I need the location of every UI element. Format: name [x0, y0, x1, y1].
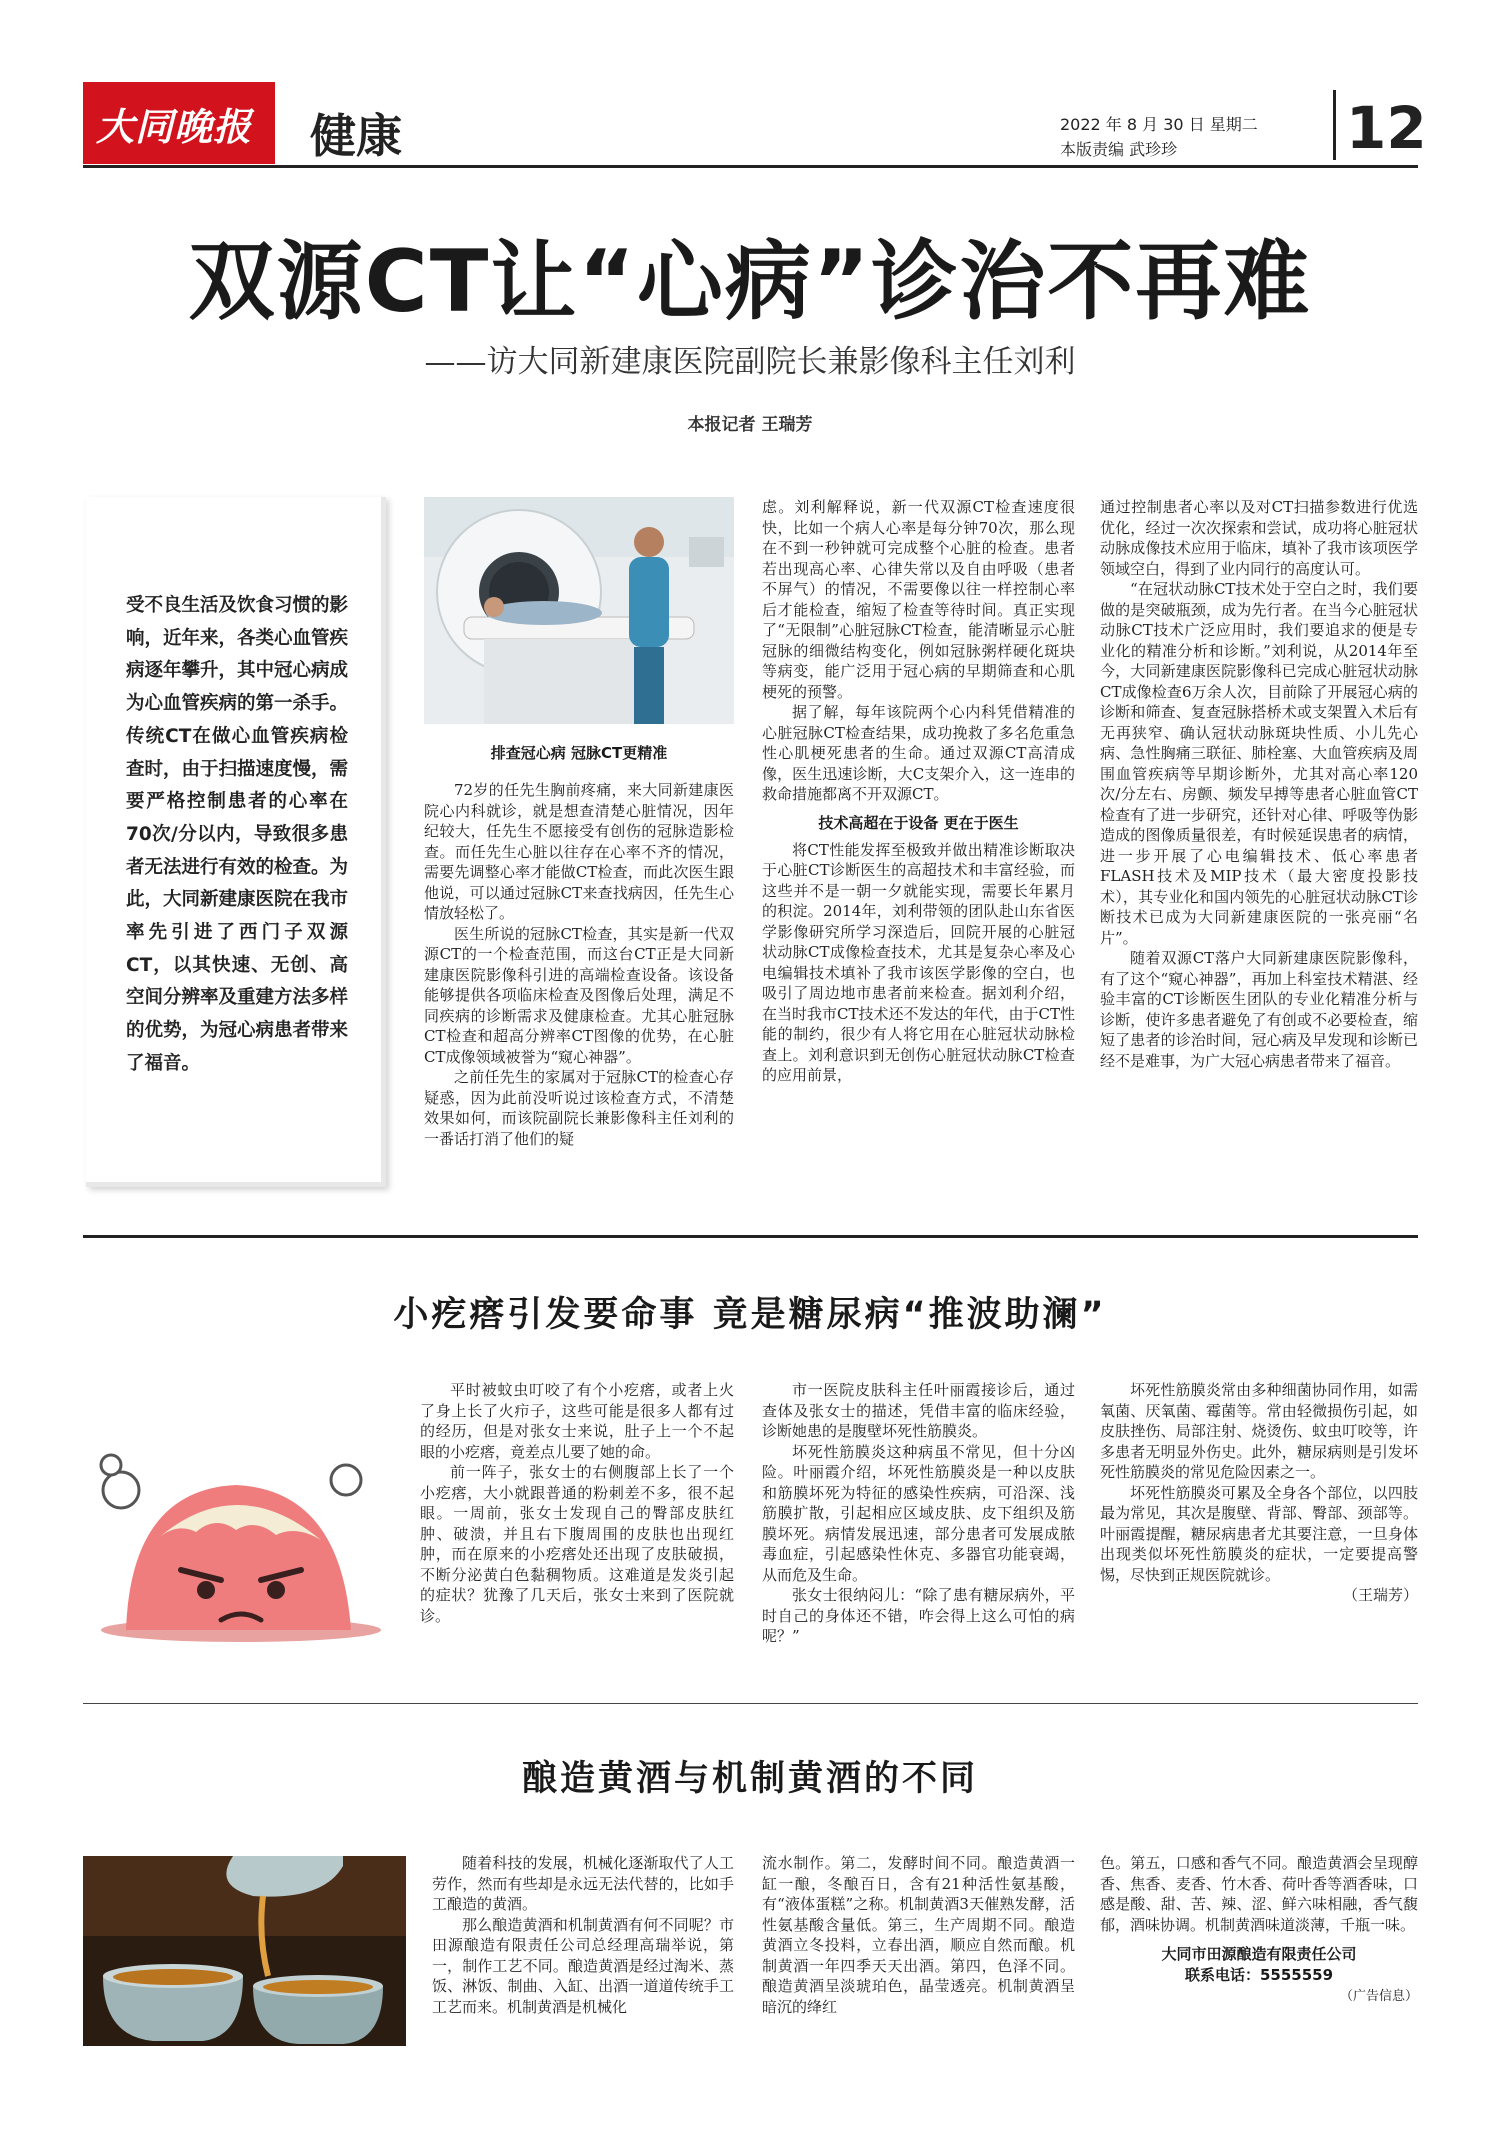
article1-byline: 本报记者 王瑞芳: [687, 415, 813, 435]
paragraph: 虑。刘利解释说，新一代双源CT检查速度很快，比如一个病人心率是每分钟70次，那么现在不到一秒钟就可完成整个心脏的检查。患者若出现高心率、心律失常以及自由呼吸（患者不屏气）的情况，不需要像以往一样控制心率后才能检查，缩短了检查等待时间。真正实现了“无限制”心脏冠脉CT检查，能清晰显示心脏冠脉的细微结构变化，例如冠脉粥样硬化斑块等病变，能广泛用于冠心病的早期筛查和心肌梗死的预警。: [762, 498, 1075, 701]
article2-column-1: [420, 1380, 734, 1626]
paragraph: 据了解，每年该院两个心内科凭借精准的心脏冠脉CT检查结果，成功挽救了多名危重急性心肌梗死患者的生命。通过双源CT高清成像，医生迅速诊断，大C支架介入，这一连串的救命措施都离不开双源CT。: [762, 703, 1075, 803]
paragraph: 随着科技的发展，机械化逐渐取代了人工劳作，然而有些却是永远无法代替的，比如手工酿造的黄酒。: [432, 1854, 734, 1913]
paragraph: 张女士很纳闷儿：“除了患有糖尿病外，平时自己的身体还不错，咋会得上这么可怕的病呢？”: [762, 1586, 1075, 1645]
angry-pimple-illustration: [86, 1430, 386, 1650]
article-divider: [83, 1235, 1418, 1238]
paragraph: 流水制作。第二，发酵时间不同。酿造黄酒一缸一酿，冬酿百日，含有21种活性氨基酸，有“液体蛋糕”之称。机制黄酒3天催熟发酵，活性氨基酸含量低。第三，生产周期不同。酿造黄酒立冬投料，立春出酒，顺应自然而酿。机制黄酒一年四季天天出酒。第四，色泽不同。酿造黄酒呈淡琥珀色，晶莹透亮。机制黄酒呈暗沉的绛红: [762, 1854, 1075, 2016]
advertiser-phone: 联系电话：5555559: [1184, 1966, 1334, 1984]
article3-column-1: [432, 1853, 734, 2017]
article1-column-3: [1100, 497, 1418, 1071]
paragraph: 随着双源CT落户大同新建康医院影像科，有了这个“窥心神器”，再加上科室技术精湛、经验丰富的CT诊断医生团队的专业化精准分析与诊断，使许多患者避免了有创或不必要检查，缩短了患者的诊治时间，冠心病及早发现和诊断已经不是难事，为广大冠心病患者带来了福音。: [1100, 949, 1418, 1070]
article1-headline: 双源CT让“心病”诊治不再难: [188, 232, 1312, 332]
article1-column-2: [762, 497, 1075, 1086]
paragraph: 将CT性能发挥至极致并做出精准诊断取决于心脏CT诊断医生的高超技术和丰富经验，而这些并不是一朝一夕就能实现，需要长年累月的积淀。2014年，刘利带领的团队赴山东省医学影像研究所学习深造后，回院开展的心脏冠状动脉CT成像检查技术，尤其是复杂心率及心电编辑技术填补了我市该医学影像的空白，也吸引了周边地市患者前来检查。据刘利介绍，在当时我市CT技术还不发达的年代，由于CT性能的制约，很少有人将它用在心脏冠状动脉检查上。刘利意识到无创伤心脏冠状动脉CT检查的应用前景，: [762, 840, 1075, 1084]
paragraph: 之前任先生的家属对于冠脉CT的检查心存疑惑，因为此前没听说过该检查方式，不清楚效果如何，而该院副院长兼影像科主任刘利的一番话打消了他们的疑: [424, 1068, 734, 1148]
paragraph: 通过控制患者心率以及对CT扫描参数进行优选优化，经过一次次探索和尝试，成功将心脏冠状动脉成像技术应用于临床，填补了我市该项医学领域空白，得到了业内同行的高度认可。: [1100, 498, 1418, 578]
article3-column-2: [762, 1853, 1075, 2017]
article1-column-1: [424, 780, 734, 1149]
masthead-divider: [1333, 90, 1336, 160]
page-number: 12: [1346, 94, 1427, 162]
paragraph: 坏死性筋膜炎这种病虽不常见，但十分凶险。叶丽霞介绍，坏死性筋膜炎是一种以皮肤和筋膜坏死为特征的感染性疾病，可沿深、浅筋膜扩散，引起相应区域皮肤、皮下组织及筋膜坏死。病情发展迅速，部分患者可发展成脓毒血症，引起感染性休克、多器官功能衰竭，从而危及生命。: [762, 1442, 1075, 1584]
paragraph: 平时被蚊虫叮咬了有个小疙瘩，或者上火了身上长了火疖子，这些可能是很多人都有过的经历，但是对张女士来说，肚子上一个不起眼的小疙瘩，竟差点儿要了她的命。: [420, 1381, 734, 1461]
author-signature: （王瑞芳）: [1342, 1586, 1418, 1604]
paragraph: 前一阵子，张女士的右侧腹部上长了一个小疙瘩，大小就跟普通的粉刺差不多，很不起眼。一周前，张女士发现自己的臀部皮肤红肿、破溃，并且右下腹周围的皮肤也出现红肿，而在原来的小疙瘩处还出现了皮肤破损，不断分泌黄白色黏稠物质。这难道是发炎引起的症状？犹豫了几天后，张女士来到了医院就诊。: [420, 1463, 734, 1625]
paragraph: 那么酿造黄酒和机制黄酒有何不同呢？市田源酿造有限责任公司总经理高瑞举说，第一，制作工艺不同。酿造黄酒是经过淘米、蒸饭、淋饭、制曲、入缸、出酒一道道传统手工工艺而来。机制黄酒是机械化: [432, 1915, 734, 2016]
issue-date: 2022 年 8 月 30 日 星期二: [1060, 115, 1258, 134]
ct-scanner-photo: [424, 497, 734, 724]
logo-text: 大同晚报: [96, 104, 253, 149]
article3-headline: 酿造黄酒与机制黄酒的不同: [521, 1759, 978, 1799]
paragraph: 医生所说的冠脉CT检查，其实是新一代双源CT的一个检查范围，而这台CT正是大同新建康医院影像科引进的高端检查设备。该设备能够提供各项临床检查及图像后处理，满足不同疾病的诊断需求及健康检查。尤其心脏冠脉CT检查和超高分辨率CT图像的优势，在心脏CT成像领域被誉为“窥心神器”。: [424, 924, 734, 1066]
section-name: 健康: [310, 109, 402, 163]
article1-lead: 受不良生活及饮食习惯的影响，近年来，各类心血管疾病逐年攀升，其中冠心病成为心血管疾病的第一杀手。传统CT在做心血管疾病检查时，由于扫描速度慢，需要严格控制患者的心率在70次/分以内，导致很多患者无法进行有效的检查。为此，大同新建康医院在我市率先引进了西门子双源CT，以其快速、无创、高空间分辨率及重建方法多样的优势，为冠心病患者带来了福音。: [126, 595, 349, 1074]
paragraph: 色。第五，口感和香气不同。酿造黄酒会呈现醇香、焦香、麦香、竹木香、荷叶香等酒香味，口感是酸、甜、苦、辣、涩、鲜六味相融，香气馥郁，酒味协调。机制黄酒味道淡薄，千瓶一味。: [1100, 1854, 1418, 1934]
article2-column-2: [762, 1380, 1075, 1647]
paragraph: “在冠状动脉CT技术处于空白之时，我们要做的是突破瓶颈，成为先行者。在当今心脏冠状动脉CT技术广泛应用时，我们要追求的便是专业化的精准分析和诊断。”刘利说，从2014年至今，大同新建康医院影像科已完成心脏冠状动脉CT成像检查6万余人次，目前除了开展冠心病的诊断和筛查、复查冠脉搭桥术或支架置入术后有无再狭窄、确认冠状动脉斑块性质、小儿先心病、急性胸痛三联征、肺栓塞、大血管疾病及周围血管疾病等早期诊断外，尤其对高心率120次/分左右、房颤、频发早搏等患者心脏血管CT检查有了进一步研究，还针对心律、呼吸等伪影造成的图像质量很差，有时候延误患者的病情，进一步开展了心电编辑技术、低心率患者FLASH技术及MIP技术（最大密度投影技术），其专业化和国内领先的心脏冠状动脉CT诊断技术已成为大同新建康医院的一张亮丽“名片”。: [1100, 580, 1418, 947]
advertisement-label: （广告信息）: [1339, 1989, 1418, 2004]
page-editor: 本版责编 武珍珍: [1060, 140, 1178, 159]
advertiser-name: 大同市田源酿造有限责任公司: [1161, 1945, 1357, 1963]
yellow-wine-photo: [83, 1856, 406, 2046]
article3-column-3: [1100, 1853, 1418, 2004]
paragraph: 坏死性筋膜炎常由多种细菌协同作用，如需氧菌、厌氧菌、霉菌等。常由轻微损伤引起，如皮肤挫伤、局部注射、烧烫伤、蚊虫叮咬等，许多患者无明显外伤史。此外，糖尿病则是引发坏死性筋膜炎的常见危险因素之一。: [1100, 1381, 1418, 1481]
photo-caption: 排查冠心病 冠脉CT更精准: [490, 744, 668, 762]
paragraph: 市一医院皮肤科主任叶丽霞接诊后，通过查体及张女士的描述，凭借丰富的临床经验，诊断她患的是腹壁坏死性筋膜炎。: [762, 1381, 1075, 1440]
masthead-rule: [83, 165, 1418, 168]
section-subhead: 技术高超在于设备 更在于医生: [818, 813, 1019, 832]
article-divider: [83, 1703, 1418, 1704]
paragraph: 坏死性筋膜炎可累及全身各个部位，以四肢最为常见，其次是腹壁、背部、臀部、颈部等。叶丽霞提醒，糖尿病患者尤其要注意，一旦身体出现类似坏死性筋膜炎的症状，一定要提高警惕，尽快到正规医院就诊。: [1100, 1483, 1418, 1584]
article2-headline: 小疙瘩引发要命事 竟是糖尿病“推波助澜”: [393, 1295, 1107, 1335]
article2-column-3: [1100, 1380, 1418, 1606]
article1-subheadline: ——访大同新建康医院副院长兼影像科主任刘利: [424, 344, 1076, 380]
paragraph: 72岁的任先生胸前疼痛，来大同新建康医院心内科就诊，就是想查清楚心脏情况，因年纪较大，任先生不愿接受有创伤的冠脉造影检查。而任先生心脏以往存在心率不齐的情况，需要先调整心率才能做CT检查，而此次医生跟他说，可以通过冠脉CT来查找病因，任先生心情放轻松了。: [424, 781, 734, 922]
